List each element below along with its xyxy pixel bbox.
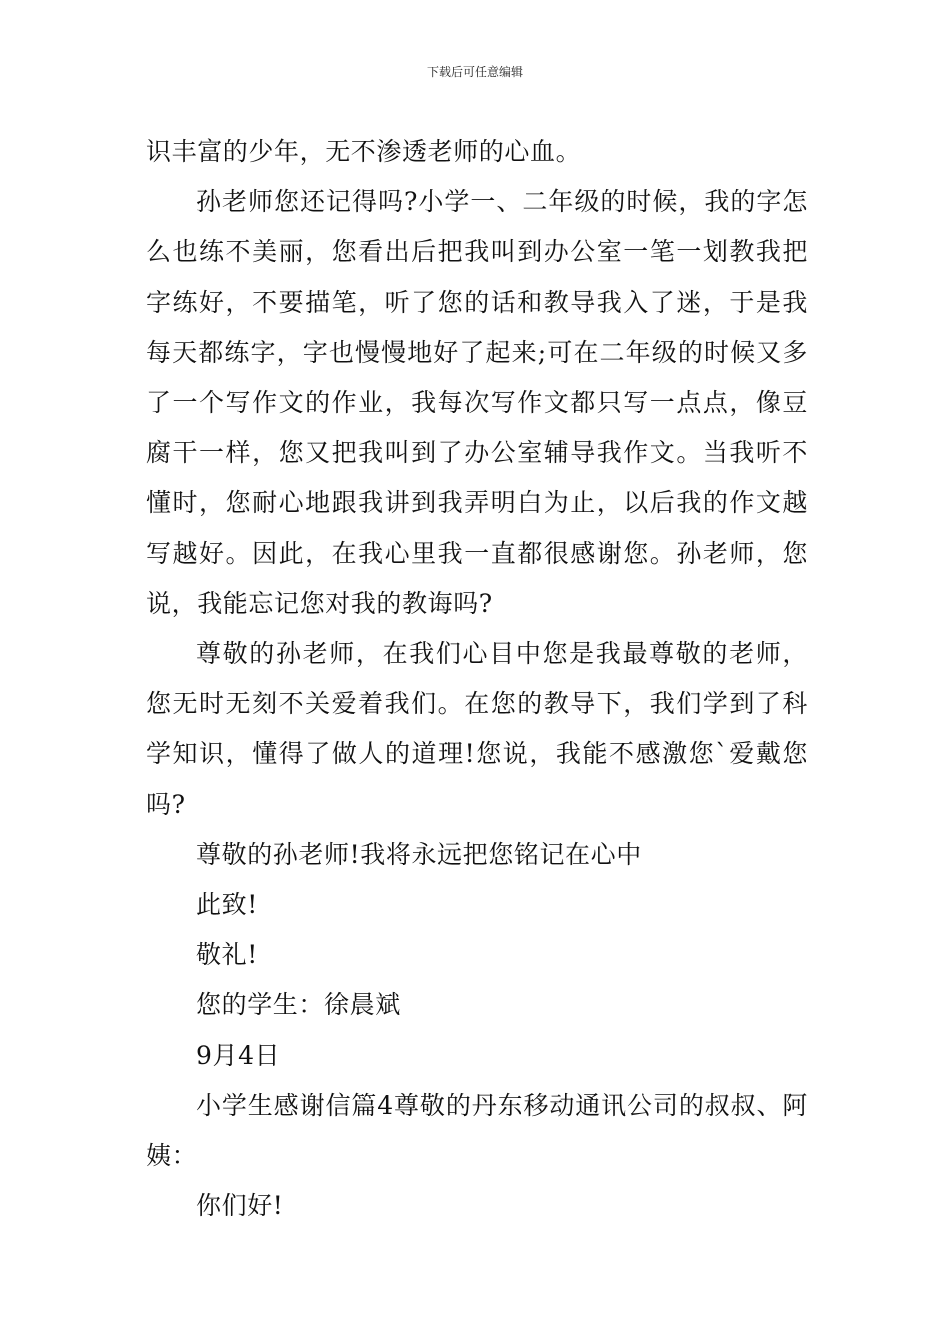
salutation-cizhi: 此致!: [196, 890, 258, 920]
paragraph-memory: 孙老师您还记得吗?小学一、二年级的时候，我的字怎么也练不美丽，您看出后把我叫到办公室一笔一划教我把字练好，不要描笔，听了您的话和教导我入了迷，于是我每天都练字，字也慢慢地好了起来;可在二年级的时候又多了一个写作文的作业，我每次写作文都只写一点点，像豆腐干一样，您又把我叫到了办公室辅导我作文。当我听不懂时，您耐心地跟我讲到我弄明白为止，以后我的作文越写越好。因此，在我心里我一直都很感谢您。孙老师，您说，我能忘记您对我的教诲吗?: [146, 187, 808, 618]
paragraph-gratitude: 尊敬的孙老师，在我们心目中您是我最尊敬的老师，您无时无刻不关爱着我们。在您的教导下，我们学到了科学知识，懂得了做人的道理!您说，我能不感激您`爱戴您吗?: [146, 639, 808, 819]
closing-line: 尊敬的孙老师!我将永远把您铭记在心中: [196, 839, 642, 869]
paragraph-continuation: 识丰富的少年，无不渗透老师的心血。: [146, 137, 582, 166]
document-body: [146, 127, 808, 1231]
next-letter-heading: 小学生感谢信篇4尊敬的丹东移动通讯公司的叔叔、阿姨：: [146, 1090, 808, 1171]
page-header: 下载后可任意编辑: [426, 65, 523, 79]
date: 9月4日: [196, 1040, 281, 1070]
signature: 您的学生：徐晨斌: [196, 990, 401, 1020]
salutation-jingli: 敬礼!: [196, 940, 258, 970]
greeting: 你们好!: [196, 1191, 284, 1221]
